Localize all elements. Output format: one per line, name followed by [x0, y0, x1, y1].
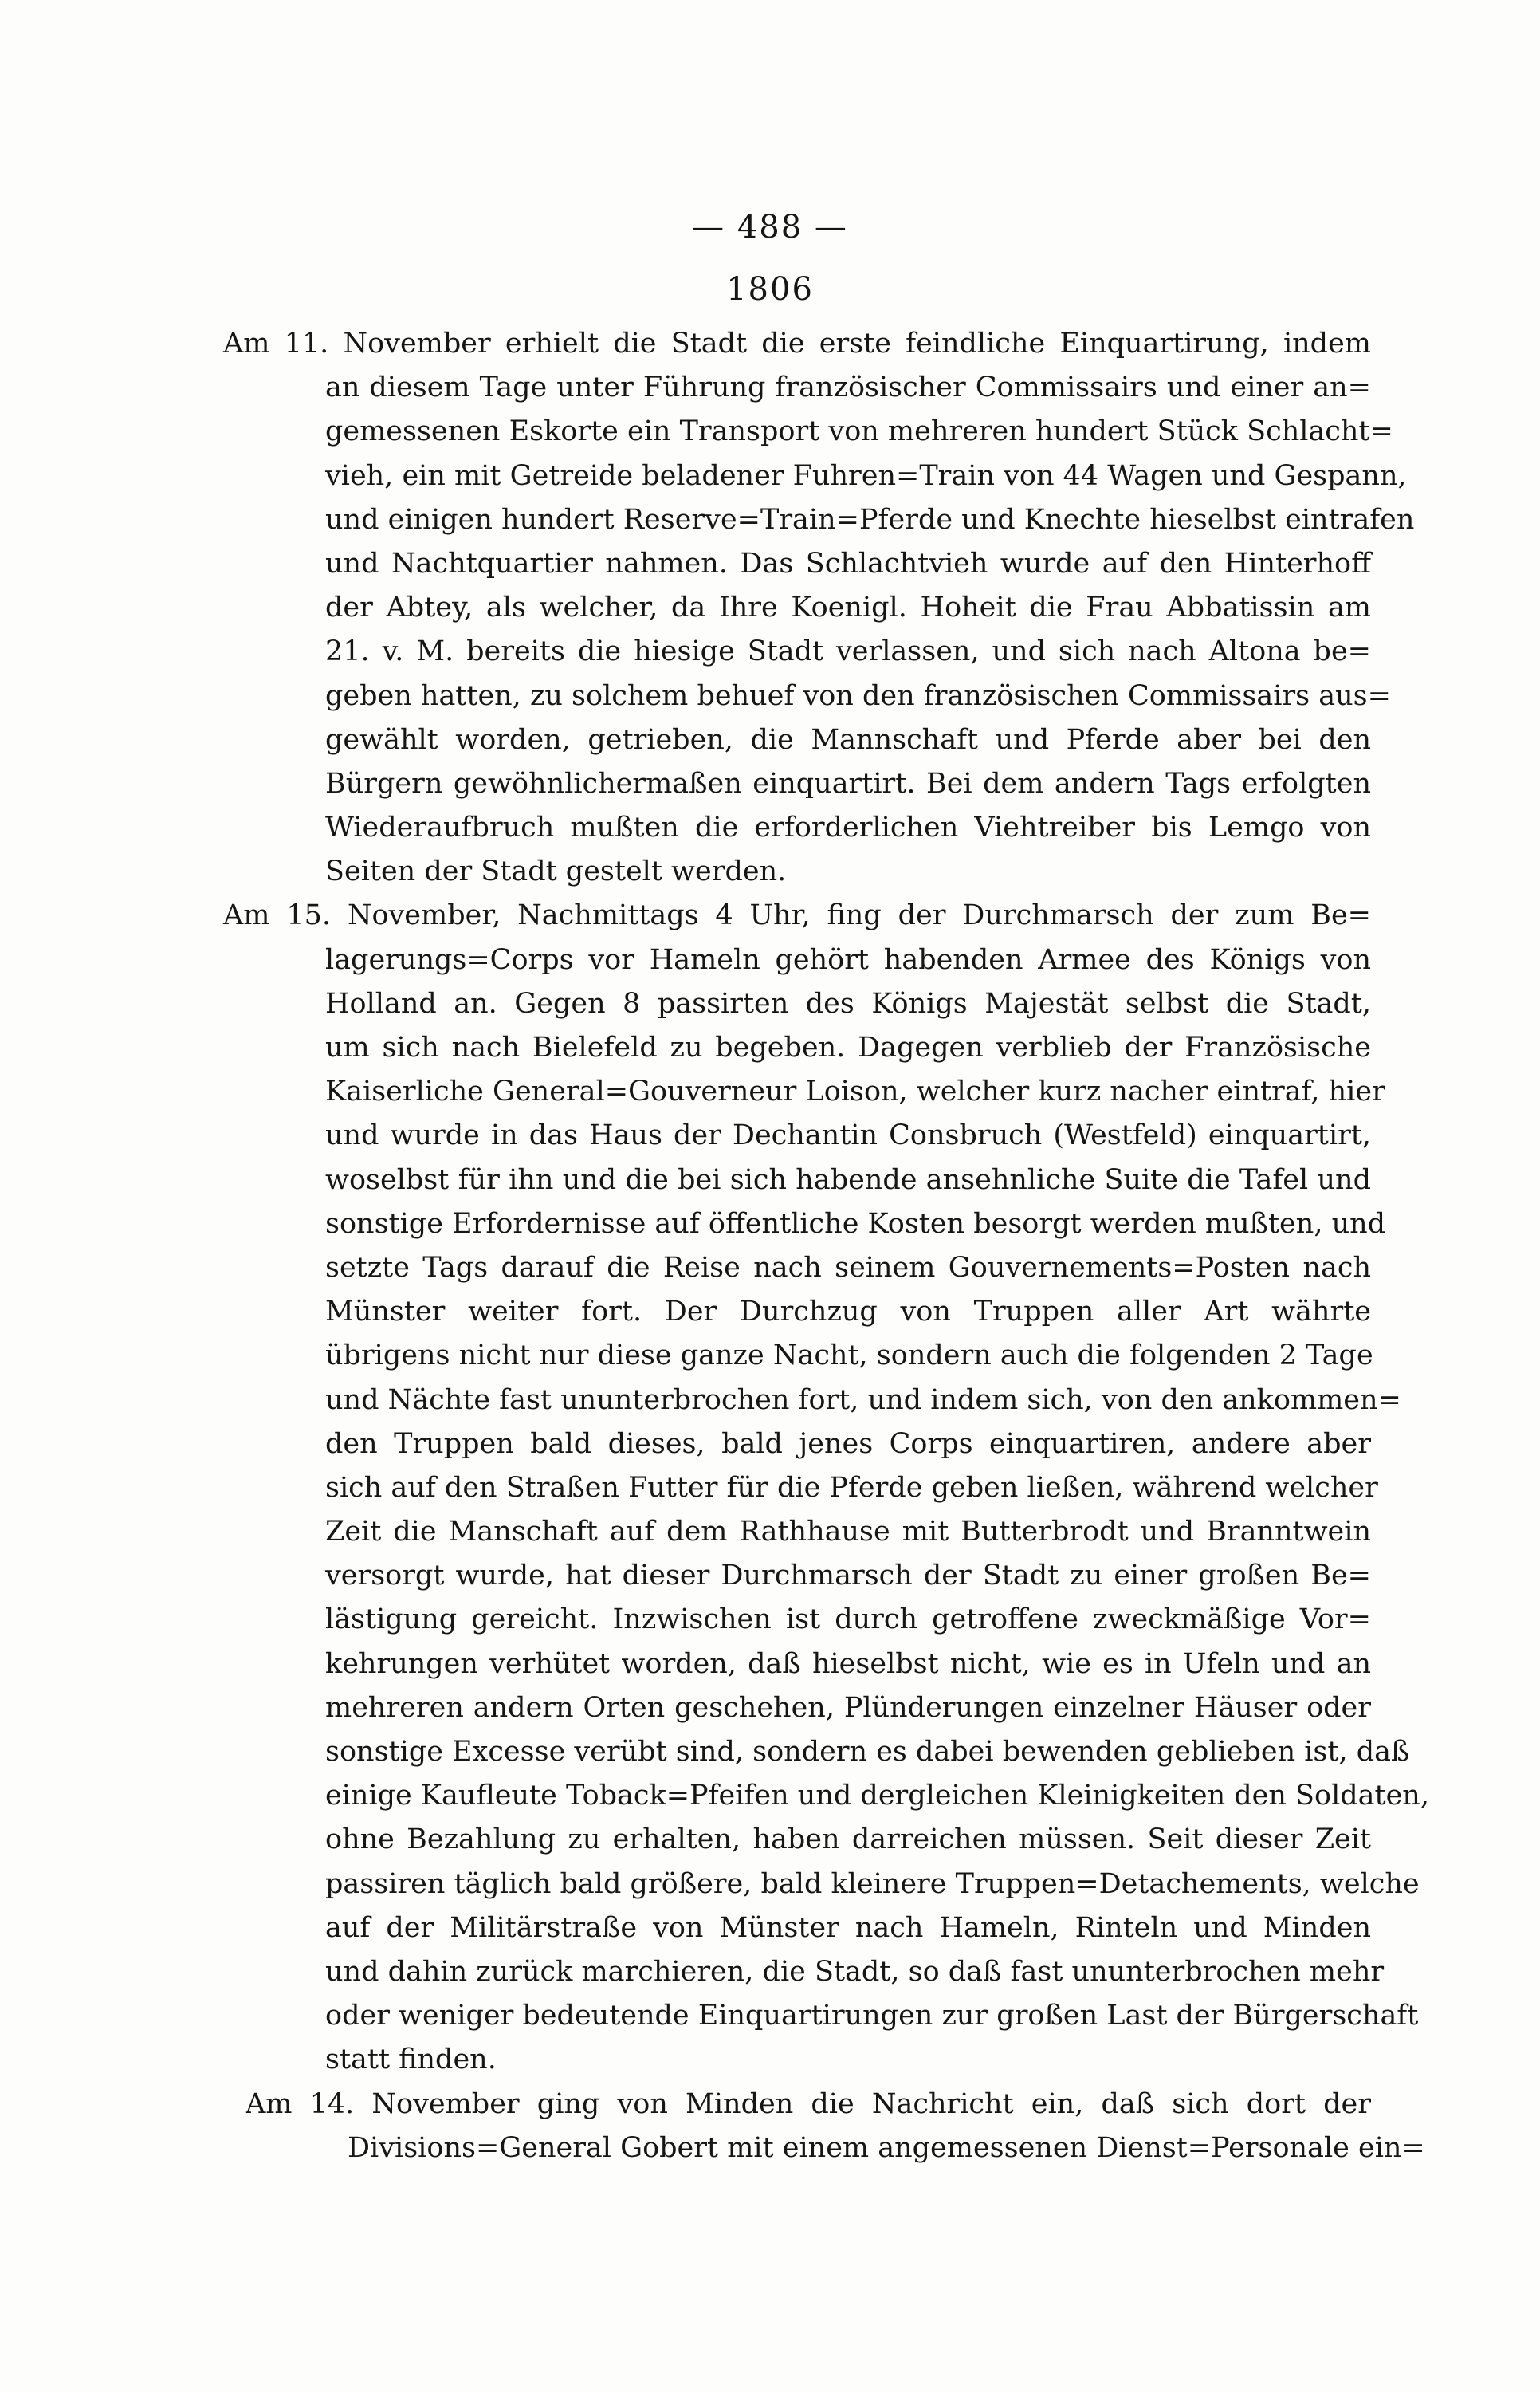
text-line: Wiederaufbruch mußten die erforderlichen Viehtreiber bis Lemgo von — [325, 812, 1371, 844]
text-line: Zeit die Manschaft auf dem Rathhause mit Butterbrodt und Branntwein — [325, 1516, 1371, 1548]
text-line: einige Kaufleute Toback=Pfeifen und dergleichen Kleinigkeiten den Soldaten, — [325, 1780, 1429, 1812]
text-line: übrigens nicht nur diese ganze Nacht, sondern auch die folgenden 2 Tage — [325, 1340, 1373, 1372]
text-line: der Abtey, als welcher, da Ihre Koenigl. Hoheit die Frau Abbatissin am — [325, 592, 1371, 624]
text-line: Holland an. Gegen 8 passirten des Königs Majestät selbst die Stadt, — [325, 987, 1371, 1020]
text-line: sonstige Erfordernisse auf öffentliche Kosten besorgt werden mußten, und — [325, 1207, 1386, 1240]
text-line: den Truppen bald dieses, bald jenes Corps einquartiren, andere aber — [325, 1427, 1371, 1460]
chronicle-text — [223, 322, 1429, 2170]
text-line: auf der Militärstraße von Münster nach Hameln, Rinteln und Minden — [325, 1911, 1371, 1944]
text-line: Kaiserliche General=Gouverneur Loison, welcher kurz nacher eintraf, hier — [325, 1076, 1385, 1108]
text-line: sonstige Excesse verübt sind, sondern es dabei bewenden geblieben ist, daß — [325, 1736, 1410, 1768]
text-line: Bürgern gewöhnlichermaßen einquartirt. Bei dem andern Tags erfolgten — [325, 767, 1371, 800]
entry-14-november — [239, 2083, 1425, 2170]
text-line: Am 15. November, Nachmittags 4 Uhr, fing der Durchmarsch der zum Be= — [223, 899, 1371, 932]
text-line: Divisions=General Gobert mit einem angemessenen Dienst=Personale ein= — [348, 2131, 1425, 2164]
text-line: Am 14. November ging von Minden die Nachricht ein, daß sich dort der — [246, 2087, 1371, 2120]
text-line: und einigen hundert Reserve=Train=Pferde und Knechte hieselbst eintrafen — [325, 503, 1415, 536]
text-line: gewählt worden, getrieben, die Mannschaft und Pferde aber bei den — [325, 723, 1371, 756]
text-line: und Nachtquartier nahmen. Das Schlachtvieh wurde auf den Hinterhoff — [325, 547, 1371, 580]
text-line: sich auf den Straßen Futter für die Pferde geben ließen, während welcher — [325, 1471, 1378, 1504]
text-line: woselbst für ihn und die bei sich habende ansehnliche Suite die Tafel und — [325, 1163, 1371, 1196]
text-line: Seiten der Stadt gestelt werden. — [325, 856, 787, 888]
text-line: setzte Tags darauf die Reise nach seinem Gouvernements=Posten nach — [325, 1251, 1371, 1284]
page-number: — 488 — — [692, 209, 848, 246]
text-line: statt finden. — [325, 2044, 497, 2076]
text-line: und wurde in das Haus der Dechantin Consbruch (Westfeld) einquartirt, — [325, 1119, 1371, 1152]
text-line: oder weniger bedeutende Einquartirungen zur großen Last der Bürgerschaft — [325, 2000, 1419, 2032]
text-line: gemessenen Eskorte ein Transport von mehreren hundert Stück Schlacht= — [325, 415, 1393, 448]
text-line: ohne Bezahlung zu erhalten, haben darreichen müssen. Seit dieser Zeit — [325, 1824, 1371, 1856]
text-line: und Nächte fast ununterbrochen fort, und indem sich, von den ankommen= — [325, 1383, 1401, 1416]
text-line: lästigung gereicht. Inzwischen ist durch getroffene zweckmäßige Vor= — [325, 1603, 1371, 1636]
text-line: mehreren andern Orten geschehen, Plünderungen einzelner Häuser oder — [325, 1691, 1371, 1724]
text-line: lagerungs=Corps vor Hameln gehört habenden Armee des Königs von — [325, 943, 1371, 976]
text-line: an diesem Tage unter Führung französischer Commissairs und einer an= — [325, 372, 1371, 404]
text-line: kehrungen verhütet worden, daß hieselbst nicht, wie es in Ufeln und an — [325, 1647, 1371, 1680]
text-line: passiren täglich bald größere, bald kleinere Truppen=Detachements, welche — [325, 1867, 1420, 1900]
text-line: versorgt wurde, hat dieser Durchmarsch der Stadt zu einer großen Be= — [325, 1560, 1371, 1592]
text-line: und dahin zurück marchieren, die Stadt, so daß fast ununterbrochen mehr — [325, 1955, 1385, 1988]
year-heading: 1806 — [726, 271, 814, 308]
text-line: Am 11. November erhielt die Stadt die erste feindliche Einquartirung, indem — [223, 328, 1371, 360]
text-line: vieh, ein mit Getreide beladener Fuhren=Train von 44 Wagen und Gespann, — [325, 459, 1407, 492]
text-line: um sich nach Bielefeld zu begeben. Dagegen verblieb der Französische — [325, 1032, 1371, 1064]
entry-11-november — [223, 322, 1415, 894]
text-line: Münster weiter fort. Der Durchzug von Truppen aller Art währte — [325, 1296, 1371, 1328]
entry-15-november — [223, 894, 1429, 2082]
text-line: geben hatten, zu solchem behuef von den französischen Commissairs aus= — [325, 679, 1391, 712]
text-line: 21. v. M. bereits die hiesige Stadt verlassen, und sich nach Altona be= — [325, 635, 1371, 668]
